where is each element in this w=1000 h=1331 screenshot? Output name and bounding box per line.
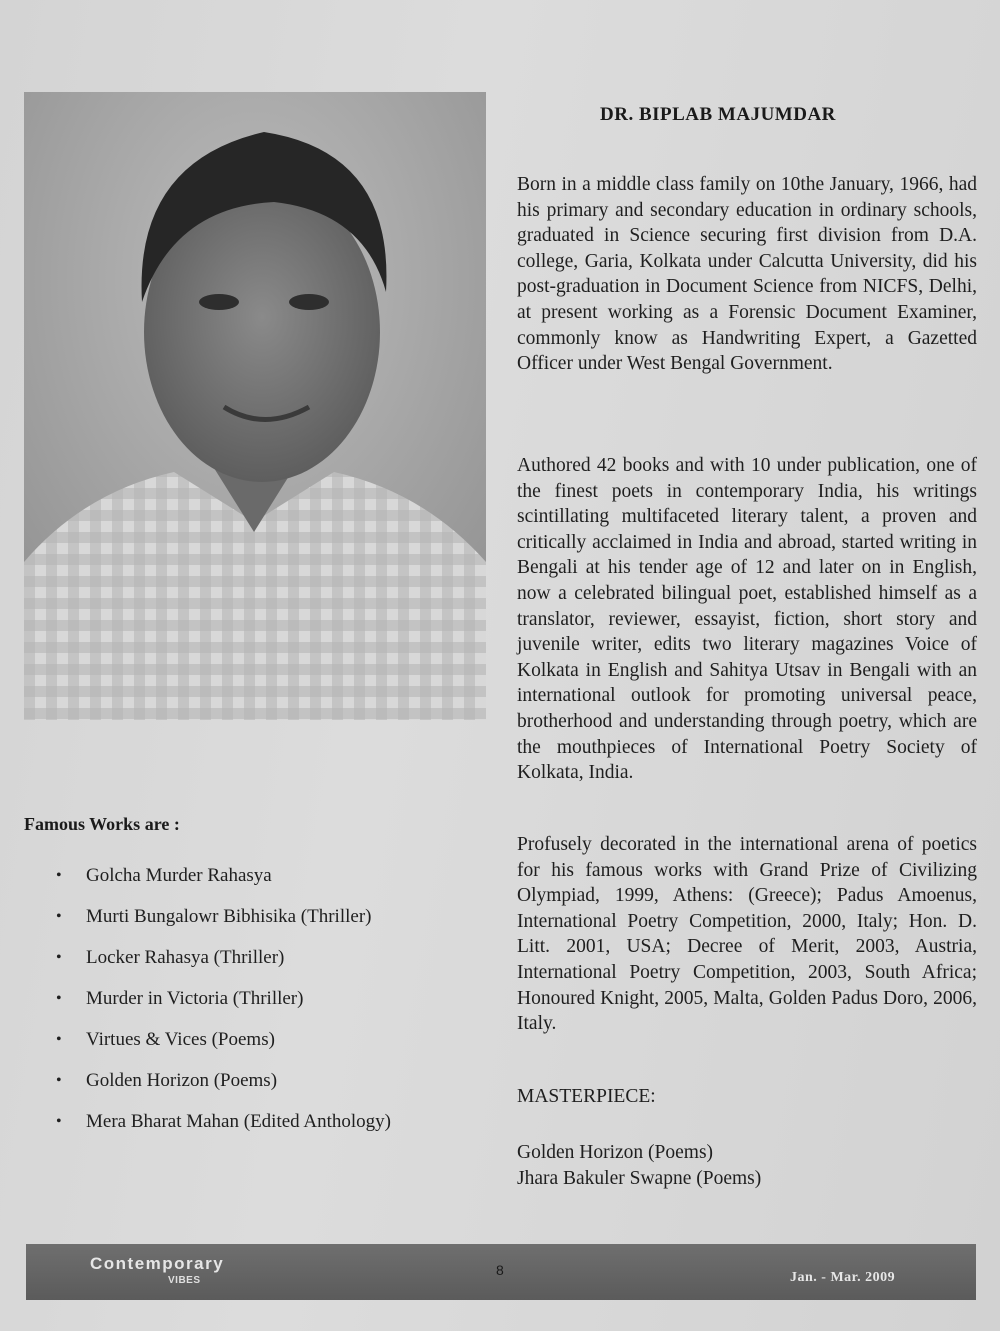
magazine-brand-subtitle: VIBES xyxy=(168,1275,201,1286)
famous-works-list xyxy=(56,862,391,1149)
magazine-brand-logo: Contemporary xyxy=(90,1254,225,1273)
famous-work-title: Locker Rahasya (Thriller) xyxy=(86,947,285,968)
famous-work-item xyxy=(56,944,391,985)
famous-work-item xyxy=(56,862,391,903)
famous-works-heading: Famous Works are : xyxy=(24,814,180,834)
famous-work-title: Virtues & Vices (Poems) xyxy=(86,1029,275,1050)
author-name-title: DR. BIPLAB MAJUMDAR xyxy=(600,104,836,125)
masterpiece-item: Golden Horizon (Poems) xyxy=(517,1142,714,1163)
famous-work-item xyxy=(56,1108,391,1149)
bio-paragraph-literary-career: Authored 42 books and with 10 under publication, one of the finest poets in contemporary India, his writings scintillating multifaceted literary talent, a proven and critically acclaimed in India and abroad, started writing in Bengali at his tender age of 12 and later on in English, now a celebrated bilingual poet, established himself as a translator, reviewer, essayist, fiction, short story and juvenile writer, edits two literary magazines Voice of Kolkata in English and Sahitya Utsav in Bengali with an international outlook for promoting universal peace, brotherhood and understanding through poetry, which are the mouthpieces of International Poetry Society of Kolkata, India. xyxy=(517,455,977,784)
bullet-icon: • xyxy=(56,1031,62,1048)
famous-work-title: Murder in Victoria (Thriller) xyxy=(86,988,304,1009)
bullet-icon: • xyxy=(56,908,62,925)
bullet-icon: • xyxy=(56,990,62,1007)
bullet-icon: • xyxy=(56,1072,62,1089)
famous-work-item xyxy=(56,903,391,944)
page-number: 8 xyxy=(496,1262,504,1278)
page-footer-band xyxy=(26,1244,976,1300)
famous-work-title: Mera Bharat Mahan (Edited Anthology) xyxy=(86,1111,391,1132)
bullet-icon: • xyxy=(56,949,62,966)
masterpiece-list xyxy=(517,1140,761,1191)
bullet-icon: • xyxy=(56,1113,62,1130)
issue-date: Jan. - Mar. 2009 xyxy=(790,1270,896,1285)
masterpiece-item: Jhara Bakuler Swapne (Poems) xyxy=(517,1167,762,1189)
famous-work-item xyxy=(56,1067,391,1108)
famous-work-title: Golden Horizon (Poems) xyxy=(86,1070,278,1091)
bio-paragraph-awards: Profusely decorated in the international arena of poetics for his famous works with Grand Prize of Civilizing Olympiad, 1999, Athens: (Greece); Padus Amoenus, International Poetry Competition, 2000, Italy; Hon. D. Litt. 2001, USA; Decree of Merit, 2003, Austria, International Poetry Competition, 2003, South Africa; Honoured Knight, 2005, Malta, Golden Padus Doro, 2006, Italy. xyxy=(517,834,977,1035)
bullet-icon: • xyxy=(56,867,62,884)
bio-paragraph-birth-education: Born in a middle class family on 10the January, 1966, had his primary and secondary education in ordinary schools, graduated in Science securing first division from D.A. college, Garia, Kolkata under Calcutta University, did his post-graduation in Document Science from NICFS, Delhi, at present working as a Forensic Document Examiner, commonly know as Handwriting Expert, a Gazetted Officer under West Bengal Government. xyxy=(517,174,977,375)
portrait-image xyxy=(24,92,486,720)
author-portrait-photo xyxy=(24,92,486,720)
famous-work-title: Golcha Murder Rahasya xyxy=(86,865,272,886)
masterpiece-heading: MASTERPIECE: xyxy=(517,1086,656,1107)
famous-work-item xyxy=(56,985,391,1026)
famous-work-item xyxy=(56,1026,391,1067)
famous-work-title: Murti Bungalowr Bibhisika (Thriller) xyxy=(86,906,372,927)
